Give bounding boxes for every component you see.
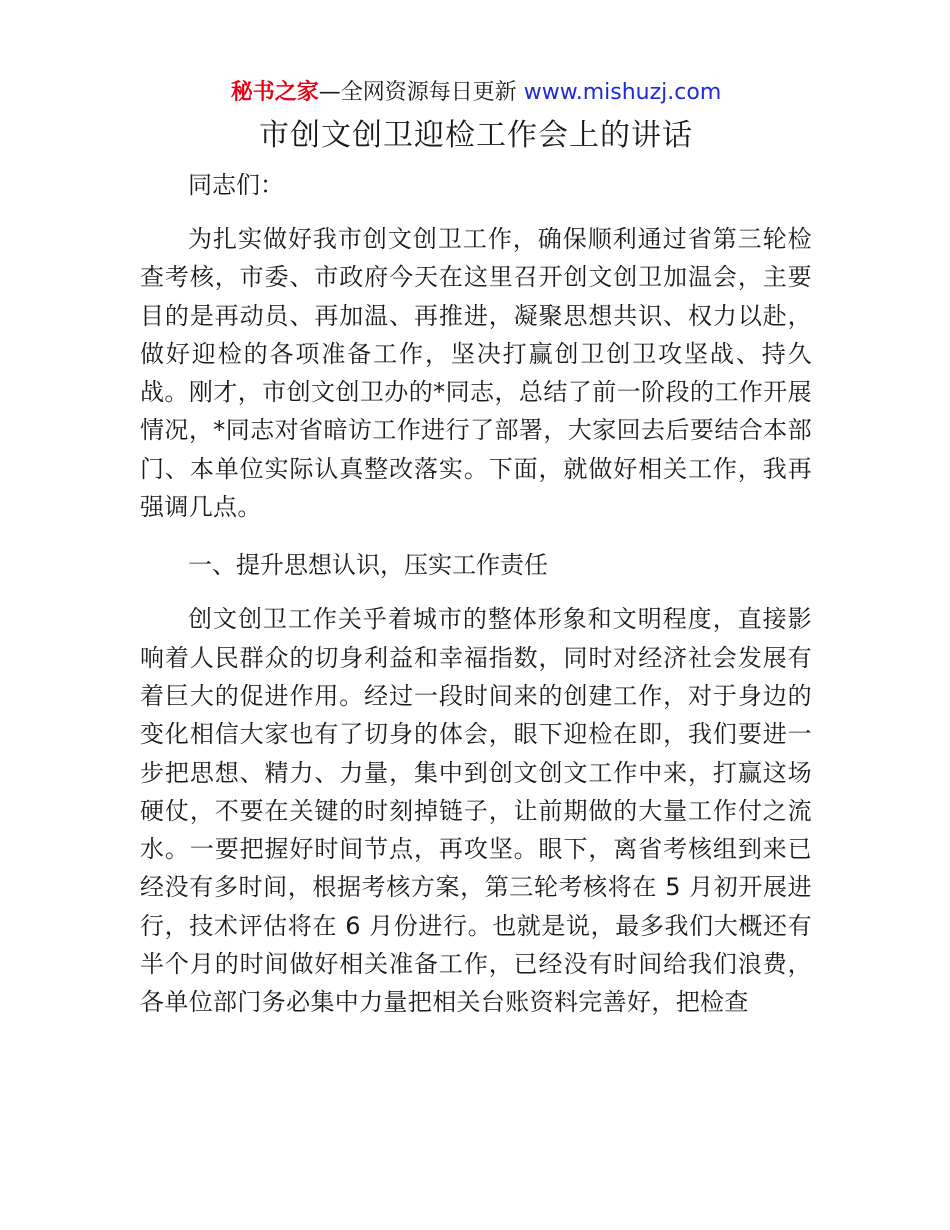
- section-heading-1: 一、提升思想认识，压实工作责任: [188, 551, 548, 580]
- section-1-paragraph: 创文创卫工作关乎着城市的整体形象和文明程度，直接影响着人民群众的切身利益和幸福指数，同时对经济社会发展有着巨大的促进作用。经过一段时间来的创建工作，对于身边的变化相信大家也有了切身的体会，眼下迎检在即，我们要进一步把思想、精力、力量，集中到创文创文工作中来，打赢这场硬仗，不要在关键的时刻掉链子，让前期做的大量工作付之流水。一要把握好时间节点，再攻坚。眼下，离省考核组到来已经没有多时间，根据考核方案，第三轮考核将在 5 月初开展进行，技术评估将在 6 月份进行。也就是说，最多我们大概还有半个月的时间做好相关准备工作，已经没有时间给我们浪费，各单位部门务必集中力量把相关台账资料完善好，把检查: [140, 605, 812, 1017]
- site-header: [140, 76, 812, 110]
- document-page: [140, 76, 812, 1022]
- greeting: 同志们：: [188, 171, 284, 199]
- site-url-link[interactable]: www.mishuzj.com: [523, 80, 722, 105]
- document-title: 市创文创卫迎检工作会上的讲话: [259, 118, 693, 153]
- intro-paragraph: 为扎实做好我市创文创卫工作，确保顺利通过省第三轮检查考核，市委、市政府今天在这里召开创文创卫加温会，主要目的是再动员、再加温、再推进，凝聚思想共识、权力以赴，做好迎检的各项准备工作，坚决打赢创卫创卫攻坚战、持久战。刚才，市创文创卫办的*同志，总结了前一阶段的工作开展情况，*同志对省暗访工作进行了部署，大家回去后要结合本部门、本单位实际认真整改落实。下面，就做好相关工作，我再强调几点。: [140, 225, 812, 522]
- site-brand: 秘书之家: [230, 80, 319, 105]
- site-tagline: —全网资源每日更新: [318, 80, 524, 105]
